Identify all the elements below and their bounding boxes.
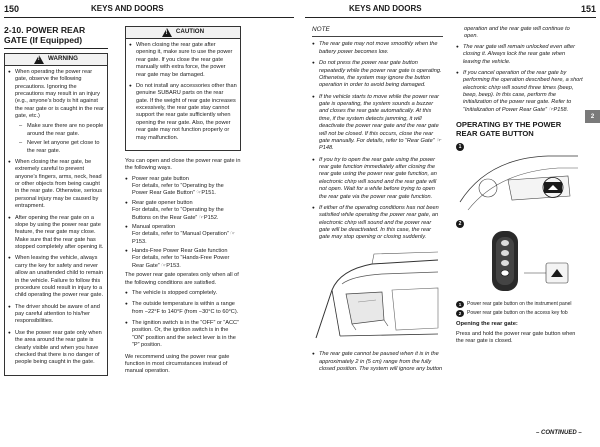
figure-number-2: 2: [456, 220, 464, 228]
warning-bullet: ● After opening the rear gate on a slope by using the power rear gate feature, the rear gate may close. Make sure that the rear gate has stopped completely after opening it.: [8, 215, 104, 252]
column-3: [312, 26, 443, 377]
caution-header: [126, 27, 240, 39]
warning-bullet: ● When leaving the vehicle, always carry the key for safety and never allow an unattended child to remain in the vehicle. Failure to follow this procedure could result in injury to a child operating the power rear gate.: [8, 255, 104, 299]
operating-heading: OPERATING BY THE POWER REAR GATE BUTTON: [456, 120, 562, 139]
method-label: ● Rear gate opener button: [132, 199, 193, 206]
warning-bullet: ● When closing the rear gate, be extremely careful to prevent anyone’s fingers, arms, neck, head or other objects from being caught in the rear gate. Otherwise, serious personal injury may be caused by entrapment.: [8, 159, 104, 211]
note-title: NOTE: [312, 26, 443, 37]
method-label: ● Power rear gate button: [132, 175, 189, 182]
caution-triangle-icon: [162, 28, 172, 37]
condition-item: ● The ignition switch is in the “OFF” or “ACC” position. Or, the ignition switch is in the “ON” position and the select lever is in the “P” position.: [125, 320, 241, 350]
figure-caption: [456, 301, 584, 308]
method-item: [125, 176, 241, 198]
warning-triangle-icon: [34, 55, 44, 64]
column-4: [456, 26, 584, 346]
caution-box: [125, 26, 241, 151]
conditions-intro: The power rear gate operates only when all of the following conditions are satisfied.: [125, 272, 239, 286]
column-1: [4, 26, 108, 376]
chapter-tab[interactable]: 2: [585, 110, 600, 123]
warning-bullet: ● The driver should be aware of and pay careful attention to his/her responsibilities.: [8, 304, 104, 326]
right-section-name: KEYS AND DOORS: [349, 4, 422, 13]
continued-marker: – CONTINUED –: [536, 430, 582, 436]
caption-text: Power rear gate button on the access key fob: [467, 310, 568, 317]
methods-intro: You can open and close the power rear gate in the following ways.: [125, 157, 241, 172]
condition-item: ● The vehicle is stopped completely.: [125, 290, 241, 297]
left-page-number: 150: [4, 3, 20, 14]
left-page-header: [4, 0, 294, 18]
caution-title: CAUTION: [175, 28, 205, 36]
method-label: ● Manual operation: [132, 223, 176, 230]
method-item: [125, 248, 241, 270]
note-bullet: ● The rear gate will remain unlocked even after closing it. Always lock the rear gate when leaving the vehicle.: [456, 44, 584, 66]
method-ref-link[interactable]: For details, refer to “Operating by the Power Rear Gate Button” ☞P151.: [132, 183, 224, 197]
warning-title: WARNING: [48, 55, 78, 63]
note-bullet: ● If you cancel operation of the rear gate by performing the operation described here, a short electronic chirp will sound three times (beep, beep, beep). In this case, perform the initialization of the power rear gate. Refer to “Initialization of Power Rear Gate” ☞P158.: [456, 70, 584, 114]
method-item: [125, 224, 241, 246]
right-page-header: [305, 0, 596, 18]
left-section-name: KEYS AND DOORS: [91, 4, 164, 13]
note-continued-text: operation and the rear gate will continue to open.: [464, 26, 570, 40]
warning-intro: [8, 69, 104, 155]
section-title: 2-10. POWER REAR GATE (If Equipped): [4, 26, 108, 49]
note-bullet: ● The rear gate may not move smoothly when the battery power becomes low.: [312, 41, 443, 56]
condition-item: ● The outside temperature is within a range from −22°F to 140°F (from −30°C to 60°C).: [125, 301, 241, 316]
opening-body: Press and hold the power rear gate button when the rear gate is closed.: [456, 330, 576, 345]
note-bullet: ● Do not press the power rear gate button repeatedly while the power rear gate is operating. Otherwise, the system may ignore the button operation in order to avoid being damaged.: [312, 60, 443, 90]
note-bullet: ● If either of the operating conditions has not been satisfied while operating the power rear gate, an electronic chirp will sound and the power rear gate will be deactivated. In this case, the rear gate may stop opening or closing suddenly.: [312, 205, 443, 242]
rear-gate-illustration: [312, 250, 443, 343]
method-ref-link[interactable]: For details, refer to “Manual Operation” ☞P153.: [132, 231, 236, 245]
warning-dash-item: – Make sure there are no people around the rear gate.: [15, 123, 104, 138]
figure-captions: [456, 301, 584, 317]
figure-caption: [456, 310, 584, 317]
instrument-panel-button-illustration: [458, 152, 580, 214]
method-ref-link[interactable]: For details, refer to “Operating by the Buttons on the Rear Gate” ☞P152.: [132, 207, 224, 221]
warning-dash-item: – Never let anyone get close to the rear gate.: [15, 140, 104, 155]
note-bullet: ● If the vehicle starts to move while the power rear gate is operating, the system sounds a buzzer and closes the rear gate automatically. At this time, if the system detects jamming, it will deactivate the power rear gate and the rear gate will not be closed. If this occurs, close the rear gate manually. For details, refer to “Rear Gate” ☞P148.: [312, 94, 443, 153]
note-bullet: ● If you try to open the rear gate using the power rear gate function immediately after closing the rear gate using the power rear gate function, an electronic chirp will sound and the rear gate will not open. Wait for a while before trying to open the rear gate via the power rear gate function.: [312, 157, 443, 201]
key-fob-illustration: [458, 229, 580, 295]
warning-box: [4, 53, 108, 376]
warning-header: [5, 54, 107, 66]
caution-bullet: ● Do not install any accessories other than genuine SUBARU parts on the rear gate. If the weight of rear gate increases excessively, the rear gate stay cannot support the rear gate sufficiently when opening the rear gate. Also, the power rear gate may not function properly or may malfunction.: [129, 83, 237, 142]
method-item: [125, 200, 241, 222]
caption-number: 2: [456, 310, 464, 317]
caption-number: 1: [456, 301, 464, 308]
right-page-number: 151: [580, 3, 596, 14]
note-bullet: ● The rear gate cannot be paused when it is in the approximately 2 in (5 cm) range from the fully closed position. The system will ignore any button: [312, 351, 443, 373]
caution-bullet: ● When closing the rear gate after opening it, make sure to use the power rear gate. If you close the rear gate manually with extra force, the power rear gate may be damaged.: [129, 42, 237, 79]
warning-bullet: ● Use the power rear gate only when the area around the rear gate is clearly visible and when you have checked that there is no danger of people being caught in the gate.: [8, 330, 104, 367]
method-label: ● Hands-Free Power Rear Gate function: [132, 248, 228, 254]
recommend-text: We recommend using the power rear gate function in most circumstances instead of manual operation.: [125, 353, 230, 375]
figure-number-1: 1: [456, 143, 464, 151]
method-ref-link[interactable]: For details, refer to “Hands-Free Power Rear Gate” ☞P153.: [132, 255, 230, 269]
warning-intro-text: When operating the power rear gate, observe the following precautions. Ignoring the precautions may result in an injury (e.g., anyone’s body is hit against the rear gate or is caught in the rear gate, etc.): [15, 68, 104, 119]
opening-subheading: Opening the rear gate:: [456, 321, 518, 328]
column-2: [125, 26, 241, 379]
caption-text: Power rear gate button on the instrument panel: [467, 301, 572, 308]
